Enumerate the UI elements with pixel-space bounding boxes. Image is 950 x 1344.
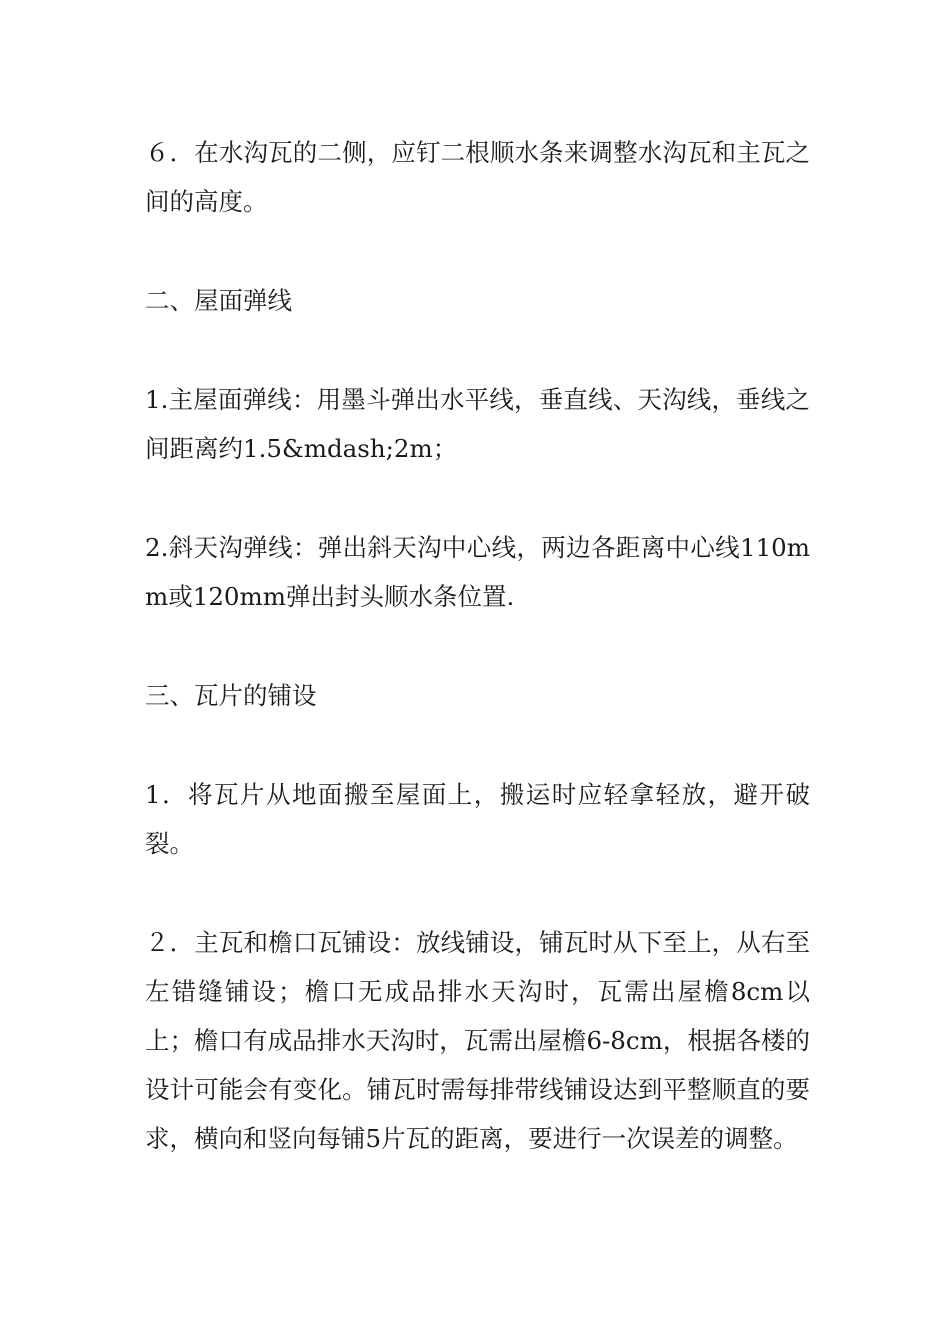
paragraph-tile-transport: 1．将瓦片从地面搬至屋面上，搬运时应轻拿轻放，避开破裂。: [145, 780, 810, 858]
section-heading-roof-line-marking: 二、屋面弹线: [145, 286, 292, 315]
section-heading-tile-laying: 三、瓦片的铺设: [145, 681, 317, 710]
paragraph-valley-line: 2.斜天沟弹线：弹出斜天沟中心线，两边各距离中心线110mm或120mm弹出封头顺水条位置.: [145, 533, 810, 611]
document-page: [145, 128, 810, 1213]
paragraph-main-and-eave-tiles: ２．主瓦和檐口瓦铺设：放线铺设，铺瓦时从下至上，从右至左错缝铺设；檐口无成品排水天沟时，瓦需出屋檐8cm以上；檐口有成品排水天沟时，瓦需出屋檐6-8cm，根据各楼的设计可能会有变化。铺瓦时需每排带线铺设达到平整顺直的要求，横向和竖向每铺5片瓦的距离，要进行一次误差的调整。: [145, 928, 810, 1153]
paragraph-main-roof-line: 1.主屋面弹线：用墨斗弹出水平线，垂直线、天沟线，垂线之间距离约1.5&mdash;2m；: [145, 385, 810, 463]
paragraph-step-6: ６．在水沟瓦的二侧，应钉二根顺水条来调整水沟瓦和主瓦之间的高度。: [145, 138, 810, 216]
